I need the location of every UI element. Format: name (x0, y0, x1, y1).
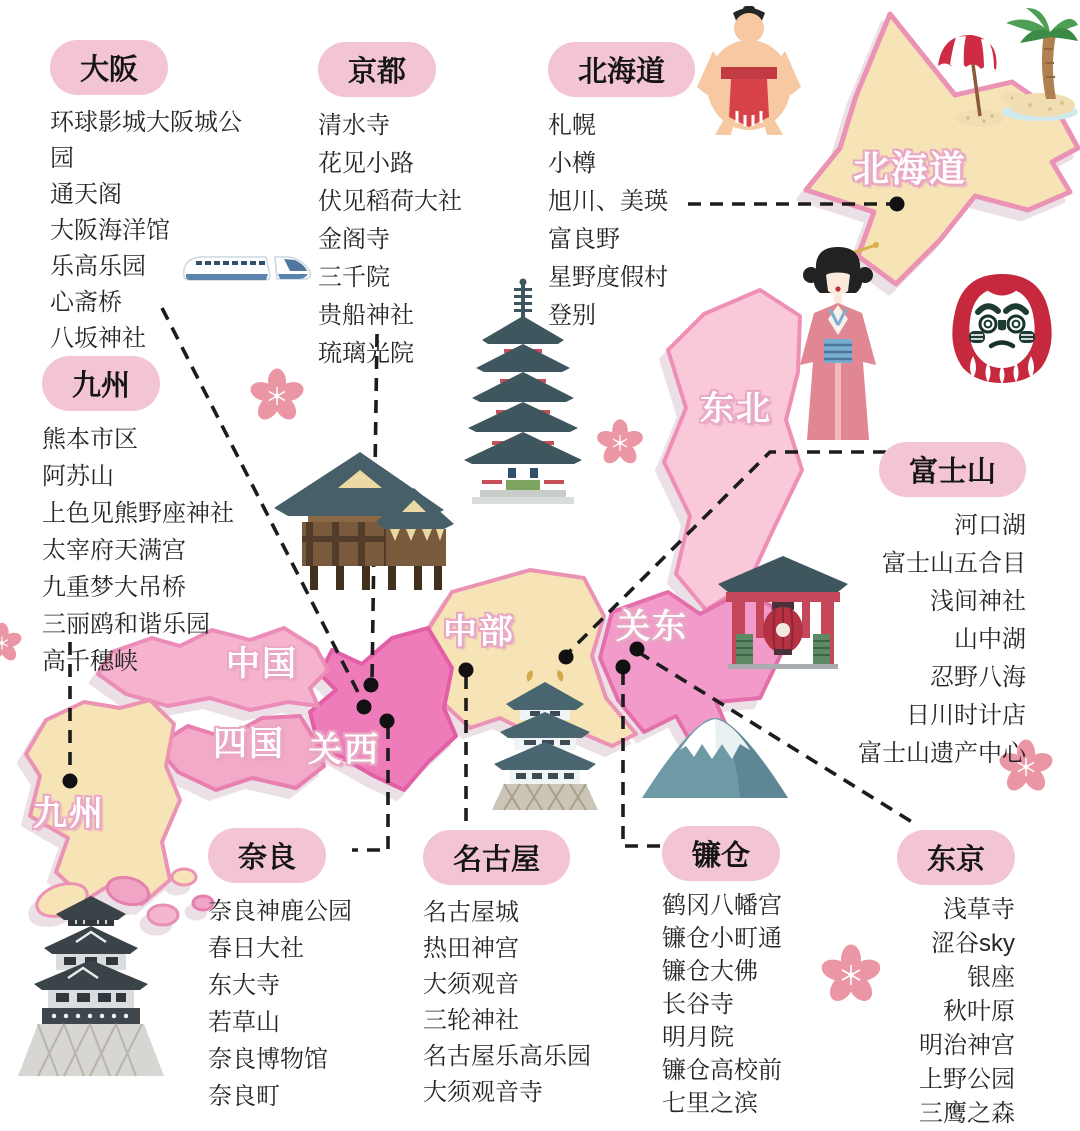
nagoya-castle-icon (486, 670, 604, 810)
callout-kyoto (318, 42, 462, 373)
attraction-item: 高千穗峡 (42, 648, 138, 675)
attraction-item: 镰仓高校前 (662, 1057, 782, 1084)
attraction-list-kamakura (662, 889, 782, 1120)
palm-island-icon (1000, 5, 1080, 127)
attraction-item: 热田神宫 (423, 935, 519, 962)
attraction-item: 浅草寺 (943, 896, 1015, 923)
attraction-list-kyoto (318, 107, 462, 373)
attraction-item: 浅间神社 (930, 588, 1026, 615)
callout-title-osaka: 大阪 (50, 40, 168, 95)
temple-icon (268, 424, 456, 596)
attraction-item: 涩谷sky (931, 930, 1015, 957)
attraction-list-kyushu (42, 421, 234, 680)
map-label-chubu: 中部 (443, 613, 515, 651)
attraction-item: 七里之滨 (662, 1090, 758, 1117)
attraction-item: 明治神宫 (919, 1032, 1015, 1059)
attraction-item: 东大寺 (208, 972, 280, 999)
attraction-item: 大须观音寺 (423, 1079, 543, 1106)
attraction-item: 富士山五合目 (882, 550, 1026, 577)
callout-title-tokyo: 东京 (897, 830, 1015, 885)
attraction-item: 三轮神社 (423, 1007, 519, 1034)
attraction-list-nara (208, 893, 352, 1115)
attraction-item: 札幌 (548, 112, 596, 139)
attraction-item: 富士山遗产中心 (858, 740, 1026, 767)
map-label-tohoku: 东北 (700, 390, 772, 428)
attraction-item: 奈良博物馆 (208, 1046, 328, 1073)
attraction-list-hokkaido (548, 107, 668, 335)
attraction-item: 大须观音 (423, 971, 519, 998)
map-label-kyushu: 九州 (33, 795, 105, 833)
callout-title-nara: 奈良 (208, 828, 326, 883)
mount-fuji-icon (636, 700, 794, 802)
attraction-item: 旭川、美瑛 (548, 188, 668, 215)
attraction-item: 琉璃光院 (318, 340, 414, 367)
callout-nagoya (423, 830, 591, 1111)
attraction-item: 三千院 (318, 264, 390, 291)
beach-umbrella-icon (928, 28, 1006, 128)
attraction-item: 小樽 (548, 150, 596, 177)
attraction-list-osaka (50, 105, 262, 357)
attraction-item: 名古屋乐高乐园 (423, 1043, 591, 1070)
attraction-item: 春日大社 (208, 935, 304, 962)
attraction-item: 阿苏山 (42, 463, 114, 490)
attraction-item: 星野度假村 (548, 264, 668, 291)
callout-tokyo (897, 830, 1015, 1131)
attraction-item: 花见小路 (318, 150, 414, 177)
callout-title-hokkaido: 北海道 (548, 42, 695, 97)
attraction-item: 熊本市区 (42, 426, 138, 453)
callout-osaka (50, 40, 262, 357)
callout-title-kyoto: 京都 (318, 42, 436, 97)
attraction-item: 九重梦大吊桥 (42, 574, 186, 601)
callout-nara (208, 828, 352, 1115)
kaminarimon-gate-icon (712, 548, 854, 672)
callout-title-kyushu: 九州 (42, 356, 160, 411)
attraction-item: 明月院 (662, 1024, 734, 1051)
attraction-item: 若草山 (208, 1009, 280, 1036)
map-label-kanto: 关东 (616, 608, 688, 646)
attraction-item: 清水寺 (318, 112, 390, 139)
callout-title-nagoya: 名古屋 (423, 830, 570, 885)
attraction-item: 大阪海洋馆 (50, 217, 170, 244)
attraction-item: 上野公园 (919, 1066, 1015, 1093)
attraction-list-nagoya (423, 895, 591, 1111)
attraction-item: 三丽鸥和谐乐园 (42, 611, 210, 638)
attraction-item: 通天阁 (50, 181, 122, 208)
map-label-chugoku: 中国 (226, 645, 298, 683)
callout-fuji (858, 442, 1026, 773)
attraction-item: 奈良神鹿公园 (208, 898, 352, 925)
attraction-list-fuji (858, 507, 1026, 773)
map-label-shikoku: 四国 (213, 725, 285, 763)
callout-hokkaido (548, 42, 695, 335)
attraction-item: 登别 (548, 302, 596, 329)
attraction-item: 三鹰之森 (919, 1100, 1015, 1127)
attraction-item: 金阁寺 (318, 226, 390, 253)
attraction-item: 太宰府天满宫 (42, 537, 186, 564)
map-label-hokkaido: 北海道 (853, 148, 968, 189)
attraction-item: 贵船神社 (318, 302, 414, 329)
attraction-item: 乐高乐园 (50, 253, 146, 280)
attraction-item: 山中湖 (954, 626, 1026, 653)
attraction-item: 镰仓大佛 (662, 958, 758, 985)
attraction-item: 上色见熊野座神社 (42, 500, 234, 527)
attraction-item: 心斋桥 (50, 289, 122, 316)
attraction-item: 奈良町 (208, 1083, 280, 1110)
attraction-item: 忍野八海 (930, 664, 1026, 691)
attraction-item: 伏见稻荷大社 (318, 188, 462, 215)
daruma-icon (945, 268, 1060, 386)
callout-kamakura (662, 826, 782, 1120)
attraction-item: 名古屋城 (423, 899, 519, 926)
attraction-item: 镰仓小町通 (662, 925, 782, 952)
geisha-icon (790, 243, 886, 443)
kumamoto-castle-icon (10, 890, 172, 1078)
attraction-item: 河口湖 (954, 512, 1026, 539)
map-label-kansai: 关西 (308, 731, 380, 769)
callout-kyushu (42, 356, 234, 680)
attraction-item: 秋叶原 (943, 998, 1015, 1025)
attraction-item: 八坂神社 (50, 325, 146, 352)
attraction-item: 长谷寺 (662, 991, 734, 1018)
attraction-item: 日川时计店 (906, 702, 1026, 729)
attraction-item: 富良野 (548, 226, 620, 253)
callout-title-fuji: 富士山 (879, 442, 1026, 497)
attraction-item: 鹤冈八幡宫 (662, 892, 782, 919)
attraction-list-tokyo (919, 893, 1015, 1131)
attraction-item: 银座 (967, 964, 1015, 991)
attraction-item: 环球影城大阪城公园 (50, 109, 242, 172)
sumo-wrestler-icon (693, 5, 805, 137)
callout-title-kamakura: 镰仓 (662, 826, 780, 881)
